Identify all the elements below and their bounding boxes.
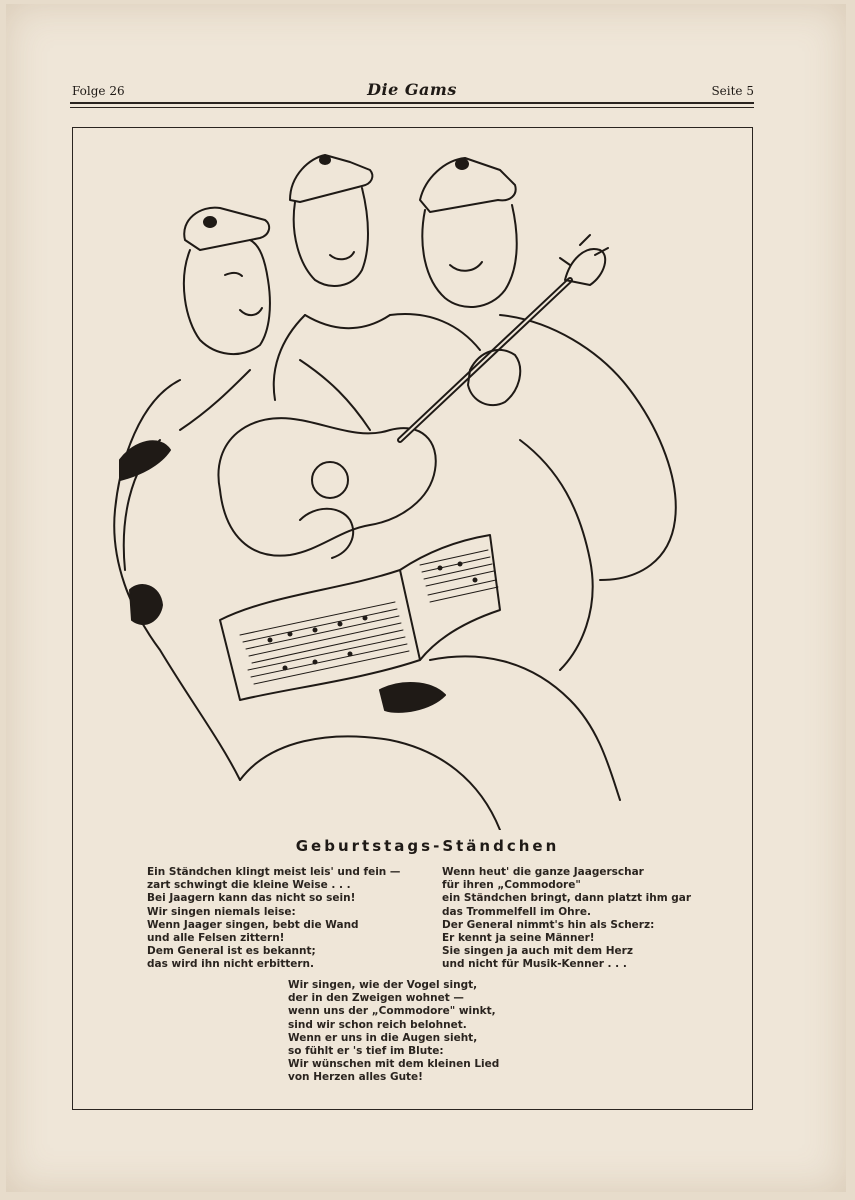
- poem-line: Wenn Jaager singen, bebt die Wand: [147, 918, 359, 931]
- poem-stanza-1: [147, 866, 400, 972]
- poem-line: und nicht für Musik-Kenner . . .: [442, 958, 627, 971]
- poem-line: zart schwingt die kleine Weise . . .: [147, 879, 351, 892]
- poem-line: Der General nimmt's hin als Scherz:: [442, 918, 655, 931]
- poem-line: sind wir schon reich belohnet.: [288, 1018, 467, 1031]
- poem-line: Er kennt ja seine Männer!: [442, 932, 595, 945]
- poem-line: Ein Ständchen klingt meist leis' und fein —: [147, 866, 401, 878]
- poem-title: Geburtstags-Ständchen: [295, 837, 560, 855]
- magazine-title: Die Gams: [367, 80, 457, 99]
- poem-line: Wir singen niemals leise:: [147, 905, 296, 918]
- page-number: Seite 5: [711, 84, 754, 98]
- poem-line: und alle Felsen zittern!: [147, 932, 285, 945]
- poem-line: Wir singen, wie der Vogel singt,: [288, 979, 478, 991]
- poem-line: das wird ihn nicht erbittern.: [147, 958, 315, 971]
- header-rule-thin: [70, 107, 754, 108]
- poem-line: ein Ständchen bringt, dann platzt ihm gar: [442, 892, 692, 905]
- poem-stanza-2: [442, 866, 691, 972]
- poem-line: der in den Zweigen wohnet —: [288, 992, 464, 1005]
- poem-line: das Trommelfell im Ohre.: [442, 905, 591, 918]
- poem-line: Wir wünschen mit dem kleinen Lied: [288, 1058, 500, 1071]
- poem-line: für ihren „Commodore": [442, 879, 581, 892]
- poem-line: wenn uns der „Commodore" winkt,: [288, 1005, 496, 1018]
- singing-soldiers-illustration: [100, 140, 720, 830]
- poem-stanza-3: [288, 979, 499, 1085]
- poem-line: Bei Jaagern kann das nicht so sein!: [147, 892, 356, 905]
- poem-line: so fühlt er 's tief im Blute:: [288, 1045, 444, 1058]
- page-header: [70, 80, 754, 100]
- poem-line: Wenn heut' die ganze Jaagerschar: [442, 866, 644, 878]
- issue-number: Folge 26: [72, 84, 125, 98]
- header-rule-thick: [70, 102, 754, 104]
- poem-line: Wenn er uns in die Augen sieht,: [288, 1031, 478, 1044]
- poem-line: von Herzen alles Gute!: [288, 1071, 423, 1084]
- poem-line: Sie singen ja auch mit dem Herz: [442, 945, 633, 958]
- poem-line: Dem General ist es bekannt;: [147, 945, 316, 958]
